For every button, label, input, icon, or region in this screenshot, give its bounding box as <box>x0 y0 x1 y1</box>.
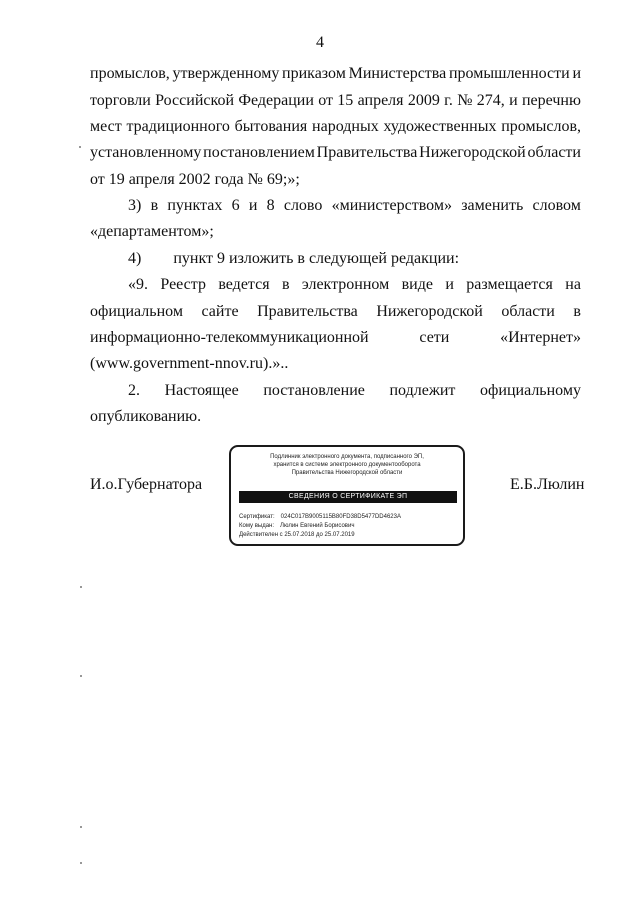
stamp-certificate-bar: СВЕДЕНИЯ О СЕРТИФИКАТЕ ЭП <box>239 491 457 503</box>
word: подлежит <box>389 382 456 399</box>
word: сети <box>419 329 450 346</box>
word: официальному <box>480 382 581 399</box>
word: № <box>457 92 473 109</box>
word: Реестр <box>160 276 206 293</box>
page-number: 4 <box>316 34 324 51</box>
stamp-header-line1: Подлинник электронного документа, подписанного ЭП, <box>270 454 424 460</box>
word: сайте <box>201 303 239 320</box>
word: 6 <box>231 197 240 214</box>
paragraph1-line5: от 19 апреля 2002 года № 69;»; <box>90 171 300 188</box>
word: «Интернет» <box>500 329 581 346</box>
word: перечню <box>521 92 581 109</box>
word: приказом <box>282 65 346 82</box>
stamp-certificate-value: 024C017B9005115B80FD38D5477DD4623A <box>280 514 401 520</box>
stamp-issued-row <box>239 522 354 530</box>
word: словом <box>532 197 581 214</box>
paragraph1-line4 <box>90 143 581 163</box>
word: области <box>527 144 581 161</box>
word: Правительства <box>316 144 418 161</box>
signatory-name: Е.Б.Люлин <box>510 476 585 493</box>
word: художественных <box>383 118 497 135</box>
scan-speck <box>80 586 82 588</box>
word: Правительства <box>257 303 358 320</box>
word: 2. <box>128 382 140 399</box>
word: в <box>573 303 581 320</box>
word: и <box>572 65 581 82</box>
item4-line1: 4) пункт 9 изложить в следующей редакции: <box>128 250 460 267</box>
quote9-line3 <box>90 328 581 348</box>
word: официальном <box>90 303 183 320</box>
item3-line1 <box>128 196 581 216</box>
word: традиционного <box>126 118 230 135</box>
word: Российской <box>155 92 235 109</box>
word: Нижегородской <box>376 303 483 320</box>
stamp-header-line3: Правительства Нижегородской области <box>291 470 403 476</box>
word: виде <box>401 276 433 293</box>
word: 2009 <box>407 92 440 109</box>
word: электронном <box>301 276 390 293</box>
scan-speck <box>80 826 82 828</box>
word: Настоящее <box>164 382 239 399</box>
word: бытования <box>234 118 308 135</box>
word: «министерством» <box>331 197 452 214</box>
stamp-header-line2: хранится в системе электронного документооборота <box>273 462 421 468</box>
word: в <box>281 276 290 293</box>
word: и <box>509 92 518 109</box>
word: пунктах <box>167 197 223 214</box>
scan-speck <box>80 862 82 864</box>
quote9-line1 <box>128 275 581 295</box>
word: Нижегородской <box>419 144 526 161</box>
word: от <box>318 92 333 109</box>
word: апреля <box>357 92 404 109</box>
stamp-issued-value: Люлин Евгений Борисович <box>280 523 355 529</box>
word: информационно-телекоммуникационной <box>90 329 369 346</box>
word: в <box>150 197 159 214</box>
word: на <box>565 276 581 293</box>
scan-speck <box>80 675 82 677</box>
word: промышленности <box>448 65 570 82</box>
point2-line1 <box>128 381 581 401</box>
word: установленному <box>90 144 202 161</box>
word: ведется <box>218 276 270 293</box>
word: области <box>501 303 555 320</box>
word: и <box>445 276 454 293</box>
paragraph1-line3 <box>90 117 581 137</box>
word: 3) <box>128 197 142 214</box>
stamp-header <box>231 453 463 477</box>
word: 15 <box>337 92 354 109</box>
word: размещается <box>466 276 553 293</box>
quote9-line4: (www.government-nnov.ru).».. <box>90 355 289 372</box>
item3-line2: «департаментом»; <box>90 223 214 240</box>
word: постановление <box>263 382 365 399</box>
word: 8 <box>266 197 275 214</box>
word: торговли <box>90 92 151 109</box>
quote9-line2 <box>90 302 581 322</box>
word: заменить <box>461 197 524 214</box>
word: «9. <box>128 276 148 293</box>
word: г. <box>444 92 453 109</box>
point2-line2: опубликованию. <box>90 408 202 425</box>
word: Федерации <box>238 92 314 109</box>
stamp-certificate-row <box>239 513 401 521</box>
word: постановлением <box>203 144 315 161</box>
word: 274, <box>476 92 505 109</box>
paragraph1-line1 <box>90 64 581 84</box>
stamp-issued-label: Кому выдан: <box>239 523 275 529</box>
electronic-signature-stamp <box>229 445 465 546</box>
scan-speck <box>79 146 81 148</box>
word: и <box>248 197 258 214</box>
paragraph1-line2 <box>90 91 581 111</box>
stamp-certificate-label: Сертификат: <box>239 514 275 520</box>
word: слово <box>283 197 323 214</box>
stamp-validity-row: Действителен с 25.07.2018 до 25.07.2019 <box>239 532 355 538</box>
word: промыслов, <box>501 118 581 135</box>
signatory-title: И.о.Губернатора <box>90 476 203 493</box>
word: народных <box>312 118 379 135</box>
word: утвержденному <box>172 65 280 82</box>
word: мест <box>90 118 122 135</box>
word: Министерства <box>348 65 447 82</box>
word: промыслов, <box>90 65 170 82</box>
